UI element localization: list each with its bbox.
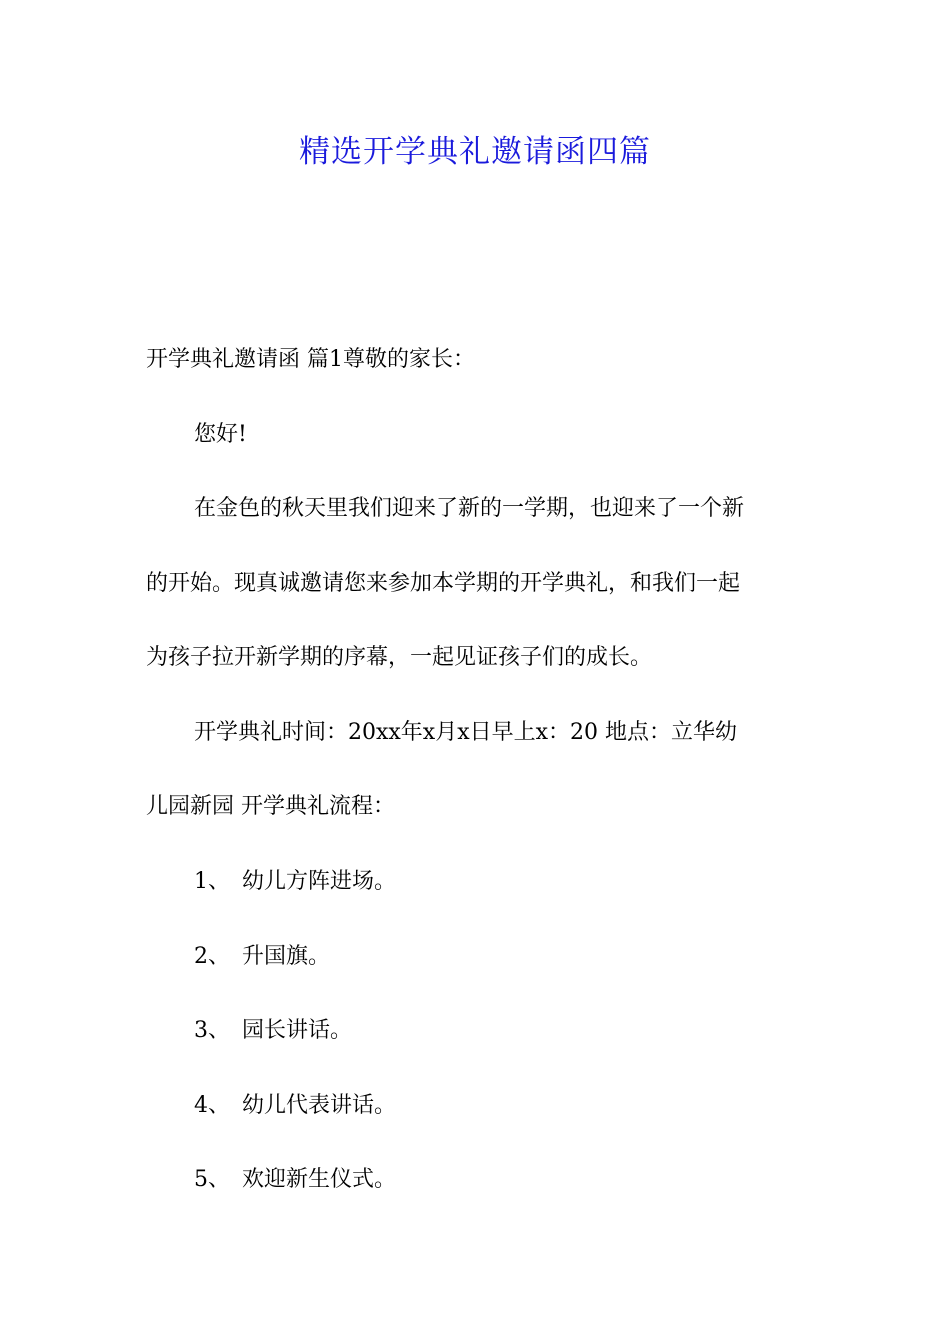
greeting-line: 您好! [194,422,247,447]
list-item [194,942,864,972]
list-item-number: 3、 [194,1018,230,1043]
list-item-number: 4、 [194,1093,230,1118]
document-title: 精选开学典礼邀请函四篇 [299,134,651,170]
list-item-text: 升国旗。 [242,944,331,969]
body-line: 在金色的秋天里我们迎来了新的一学期，也迎来了一个新 [194,496,745,521]
list-item [194,1091,864,1121]
list-item-number: 1、 [194,869,230,894]
time-location-line: 儿园新园 开学典礼流程： [146,794,395,819]
body-line: 为孩子拉开新学期的序幕，一起见证孩子们的成长。 [146,645,653,670]
list-item-text: 幼儿方阵进场。 [242,869,397,894]
list-item [194,867,864,897]
list-item-number: 2、 [194,944,230,969]
list-item-text: 欢迎新生仪式。 [242,1167,397,1192]
body-line: 的开始。现真诚邀请您来参加本学期的开学典礼，和我们一起 [146,571,741,596]
list-item [194,1016,864,1046]
list-item-text: 园长讲话。 [242,1018,353,1043]
time-location-line: 开学典礼时间：20xx年x月x日早上x：20 地点：立华幼 [194,720,738,745]
list-item [194,1165,864,1195]
list-item-text: 幼儿代表讲话。 [242,1093,397,1118]
paragraph-heading: 开学典礼邀请函 篇1尊敬的家长： [146,347,475,372]
list-item-number: 5、 [194,1167,230,1192]
